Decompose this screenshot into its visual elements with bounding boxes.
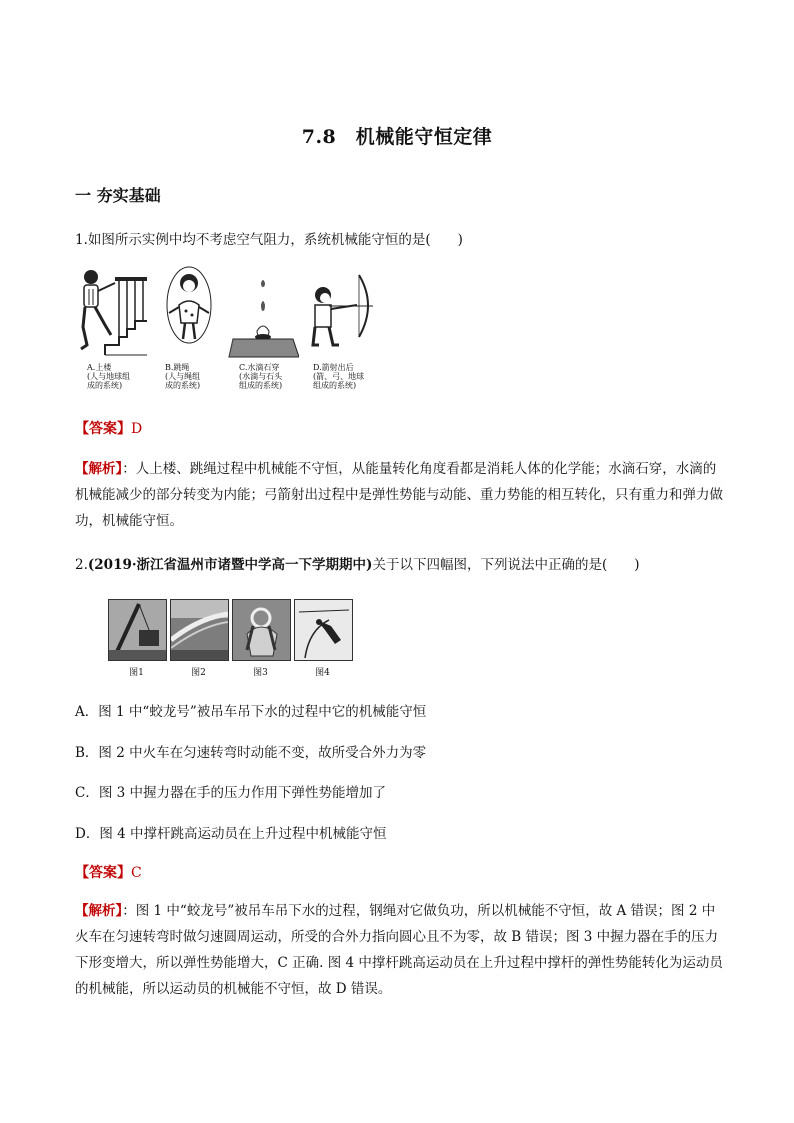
option-b: B．图 2 中火车在匀速转弯时动能不变，故所受合外力为零 (75, 745, 427, 761)
figure-2-train-photo (170, 599, 229, 661)
figure-4-pole-vault-photo (294, 599, 353, 661)
figure-panel-stairs (75, 265, 147, 395)
crane-illustration (109, 600, 166, 660)
stairs-climber-illustration (75, 265, 147, 363)
figure-panel-rope (153, 265, 225, 395)
question-text: 关于以下四幅图，下列说法中正确的是( ) (372, 557, 640, 573)
answer-value: C (131, 865, 142, 881)
pole-vault-illustration (295, 600, 352, 660)
figure-panel-water-drop (227, 265, 299, 395)
train-illustration (171, 600, 228, 660)
analysis-tag: 【解析】 (75, 903, 123, 919)
figure-caption: B.跳绳 (人与绳组 成的系统) (165, 363, 201, 390)
figure-1-crane-photo (108, 599, 167, 661)
figure-3-grip-photo (232, 599, 291, 661)
answer-tag: 【答案】 (75, 865, 131, 881)
question-2-stem (75, 553, 640, 573)
question-source: (2019·浙江省温州市诸暨中学高一下学期期中) (87, 557, 373, 573)
option-a: A．图 1 中“蛟龙号”被吊车吊下水的过程中它的机械能守恒 (75, 704, 427, 720)
figure-label: 图2 (191, 668, 206, 678)
answer-tag: 【答案】 (75, 421, 131, 437)
figure-label: 图4 (315, 668, 330, 678)
question-2-analysis (75, 898, 723, 1002)
rope-jumper-illustration (153, 265, 225, 363)
figure-caption: A.上楼 (人与地球组 成的系统) (87, 363, 131, 390)
page-title: 7.8 机械能守恒定律 (301, 126, 493, 148)
grip-trainer-illustration (233, 600, 290, 660)
option-d: D．图 4 中撑杆跳高运动员在上升过程中机械能守恒 (75, 826, 387, 842)
question-number: 2. (75, 557, 88, 573)
question-1-stem: 1.如图所示实例中均不考虑空气阻力，系统机械能守恒的是( ) (75, 232, 463, 248)
analysis-text: ：图 1 中“蛟龙号”被吊车吊下水的过程，钢绳对它做负功，所以机械能不守恒，故 A 错误；图 2 中火车在匀速转弯时做匀速圆周运动，所受的合外力指向圆心且不为零，故 B 错误；图 3 中握力器在手的压力下形变增大，所以弹性势能增大，C 正确. 图 4 中撑杆跳高运动员在上升过程中撑杆的弹性势能转化为运动员的机械能，所以运动员的机械能不守恒，故 D 错误。 (75, 903, 723, 997)
figure-label: 图1 (129, 668, 144, 678)
figure-label: 图3 (253, 668, 268, 678)
figure-caption: C.水滴石穿 (水滴与石头 组成的系统) (239, 363, 283, 390)
question-1-analysis (75, 456, 723, 534)
archer-illustration (301, 265, 375, 363)
water-drop-stone-illustration (227, 265, 299, 363)
figure-caption: D.箭射出后 (箭、弓、地球 组成的系统) (313, 363, 365, 390)
question-2-figures (108, 599, 358, 679)
question-1-figure (75, 265, 375, 395)
question-2-answer (75, 862, 142, 882)
answer-value: D (131, 421, 143, 437)
figure-panel-archer (301, 265, 373, 395)
question-1-answer (75, 418, 142, 438)
analysis-tag: 【解析】 (75, 461, 123, 477)
option-c: C．图 3 中握力器在手的压力作用下弹性势能增加了 (75, 785, 387, 801)
section-heading: 一 夯实基础 (75, 186, 161, 205)
analysis-text: ：人上楼、跳绳过程中机械能不守恒，从能量转化角度看都是消耗人体的化学能；水滴石穿，水滴的机械能减少的部分转变为内能；弓箭射出过程中是弹性势能与动能、重力势能的相互转化，只有重力和弹力做功，机械能守恒。 (75, 461, 723, 529)
